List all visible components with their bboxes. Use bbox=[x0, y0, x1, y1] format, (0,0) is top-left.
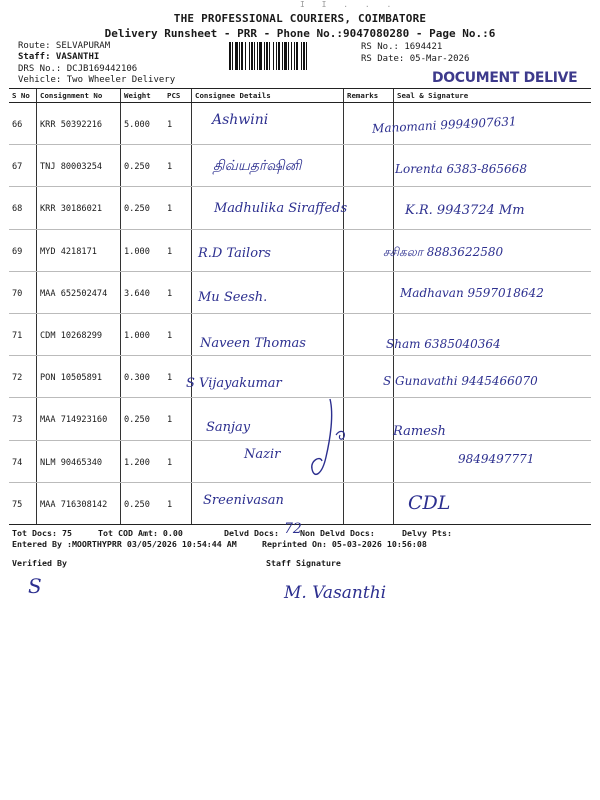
sno-cell: 73 bbox=[9, 398, 37, 440]
pcs-cell: 1 bbox=[164, 482, 192, 524]
pcs-cell: 1 bbox=[164, 313, 192, 355]
delvy-pts: Delvy Pts: bbox=[402, 528, 452, 538]
table-row bbox=[9, 229, 591, 271]
handwritten-signature: Lorenta 6383-865668 bbox=[395, 162, 527, 176]
handwritten-consignee: Nazir bbox=[244, 447, 281, 462]
handwritten-signature: 9849497771 bbox=[458, 452, 535, 466]
weight-cell: 0.250 bbox=[121, 145, 165, 187]
col-pcs: PCS bbox=[164, 89, 192, 103]
pcs-cell: 1 bbox=[164, 103, 192, 145]
table-row bbox=[9, 482, 591, 524]
handwritten-consignee: Naveen Thomas bbox=[200, 336, 306, 351]
weight-cell: 0.250 bbox=[121, 187, 165, 229]
handwritten-consignee: S Vijayakumar bbox=[186, 376, 282, 391]
staff-signature-ink: M. Vasanthi bbox=[284, 583, 387, 603]
handwritten-consignee: Mu Seesh. bbox=[198, 290, 268, 305]
drs-label: DRS No.: DCJB169442106 bbox=[18, 64, 138, 74]
handwritten-signature: K.R. 9943724 Mm bbox=[405, 203, 525, 218]
pcs-cell: 1 bbox=[164, 398, 192, 440]
verified-by-signature: S bbox=[28, 574, 42, 598]
company-title: THE PROFESSIONAL COURIERS, COIMBATORE bbox=[173, 12, 427, 25]
handwritten-consignee: Sanjay bbox=[206, 420, 251, 435]
top-marks: I I . . . bbox=[300, 0, 398, 9]
weight-cell: 0.250 bbox=[121, 398, 165, 440]
pcs-cell: 1 bbox=[164, 356, 192, 398]
rs-no-label: RS No.: 1694421 bbox=[361, 42, 443, 52]
weight-cell: 1.000 bbox=[121, 229, 165, 271]
col-weight: Weight bbox=[121, 89, 165, 103]
remarks-cell bbox=[344, 482, 394, 524]
staff-signature-label: Staff Signature bbox=[266, 558, 341, 568]
remarks-cell bbox=[344, 145, 394, 187]
col-signature: Seal & Signature bbox=[394, 89, 592, 103]
consignment-cell: KRR 50392216 bbox=[37, 103, 121, 145]
weight-cell: 1.200 bbox=[121, 440, 165, 482]
sno-cell: 68 bbox=[9, 187, 37, 229]
vehicle-label: Vehicle: Two Wheeler Delivery bbox=[18, 75, 176, 85]
col-remarks: Remarks bbox=[344, 89, 394, 103]
pcs-cell: 1 bbox=[164, 271, 192, 313]
sno-cell: 70 bbox=[9, 271, 37, 313]
remarks-cell bbox=[344, 187, 394, 229]
handwritten-consignee: Ashwini bbox=[212, 112, 269, 128]
entered-by: Entered By :MOORTHYPRR 03/05/2026 10:54:44 AM bbox=[12, 539, 237, 549]
sno-cell: 74 bbox=[9, 440, 37, 482]
sno-cell: 71 bbox=[9, 313, 37, 355]
weight-cell: 0.250 bbox=[121, 482, 165, 524]
delvd-docs: Delvd Docs: bbox=[224, 528, 279, 538]
rs-date-label: RS Date: 05-Mar-2026 bbox=[361, 54, 470, 64]
tot-cod: Tot COD Amt: 0.00 bbox=[98, 528, 183, 538]
handwritten-signature: Manomani 9994907631 bbox=[371, 114, 517, 136]
weight-cell: 1.000 bbox=[121, 313, 165, 355]
sno-cell: 66 bbox=[9, 103, 37, 145]
pcs-cell: 1 bbox=[164, 187, 192, 229]
consignment-cell: TNJ 80003254 bbox=[37, 145, 121, 187]
handwritten-consignee: திவ்யதர்ஷினி bbox=[213, 158, 302, 174]
consignment-cell: PON 10505891 bbox=[37, 356, 121, 398]
handwritten-consignee: Madhulika Siraffeds bbox=[214, 201, 348, 216]
non-delvd-docs: Non Delvd Docs: bbox=[300, 528, 375, 538]
weight-cell: 0.300 bbox=[121, 356, 165, 398]
col-consignee: Consignee Details bbox=[192, 89, 344, 103]
table-header-row bbox=[9, 89, 591, 103]
handwritten-signature: S Gunavathi 9445466070 bbox=[383, 374, 538, 388]
reprinted-on: Reprinted On: 05-03-2026 10:56:08 bbox=[262, 539, 427, 549]
barcode-bar bbox=[307, 42, 309, 70]
handwritten-signature: Madhavan 9597018642 bbox=[400, 286, 544, 300]
signature-scribble bbox=[300, 395, 360, 485]
delvd-docs-handwritten: 72 bbox=[284, 521, 302, 537]
handwritten-signature: Ramesh bbox=[393, 424, 446, 439]
delivered-stamp: DOCUMENT DELIVE bbox=[432, 70, 578, 86]
remarks-cell bbox=[344, 271, 394, 313]
col-sno: S No bbox=[9, 89, 37, 103]
handwritten-consignee: R.D Tailors bbox=[198, 246, 271, 261]
verified-by-label: Verified By bbox=[12, 558, 67, 568]
pcs-cell: 1 bbox=[164, 440, 192, 482]
pcs-cell: 1 bbox=[164, 229, 192, 271]
consignment-cell: MYD 4218171 bbox=[37, 229, 121, 271]
sno-cell: 75 bbox=[9, 482, 37, 524]
runsheet-subtitle: Delivery Runsheet - PRR - Phone No.:9047080280 - Page No.:6 bbox=[104, 27, 496, 40]
consignment-cell: MAA 716308142 bbox=[37, 482, 121, 524]
route-label: Route: SELVAPURAM bbox=[18, 41, 111, 51]
weight-cell: 3.640 bbox=[121, 271, 165, 313]
sno-cell: 67 bbox=[9, 145, 37, 187]
tot-docs: Tot Docs: 75 bbox=[12, 528, 72, 538]
weight-cell: 5.000 bbox=[121, 103, 165, 145]
handwritten-signature: சசிகலா 8883622580 bbox=[383, 245, 504, 259]
staff-label: Staff: VASANTHI bbox=[18, 52, 100, 62]
handwritten-signature: Sham 6385040364 bbox=[386, 337, 501, 351]
sno-cell: 72 bbox=[9, 356, 37, 398]
sno-cell: 69 bbox=[9, 229, 37, 271]
consignment-cell: MAA 652502474 bbox=[37, 271, 121, 313]
consignment-cell: CDM 10268299 bbox=[37, 313, 121, 355]
col-consignment: Consignment No bbox=[37, 89, 121, 103]
consignment-cell: KRR 30186021 bbox=[37, 187, 121, 229]
handwritten-signature: CDL bbox=[408, 492, 451, 514]
barcode bbox=[229, 42, 355, 70]
consignment-cell: MAA 714923160 bbox=[37, 398, 121, 440]
handwritten-consignee: Sreenivasan bbox=[203, 493, 284, 508]
consignment-cell: NLM 90465340 bbox=[37, 440, 121, 482]
pcs-cell: 1 bbox=[164, 145, 192, 187]
